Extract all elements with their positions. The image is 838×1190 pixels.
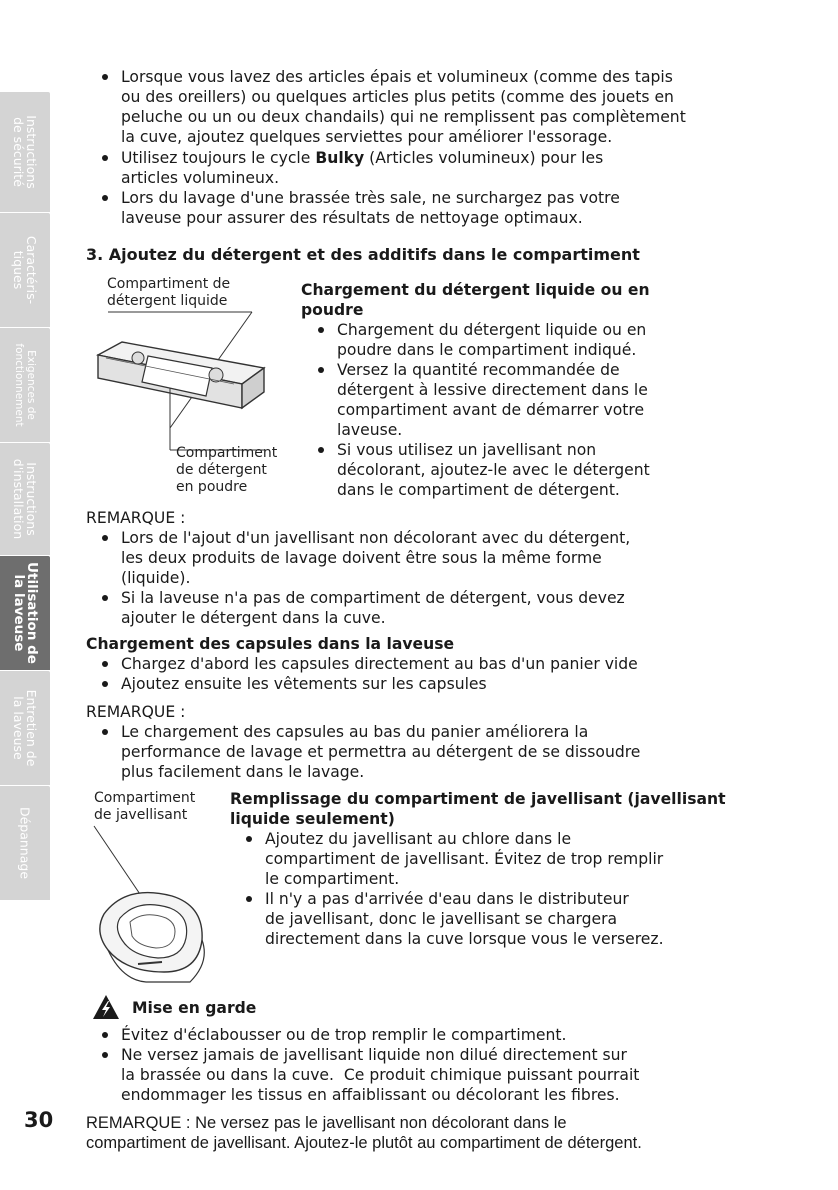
intro-bullet-bulky-cycle [121, 148, 603, 188]
side-tab-label: Caractéris- tiques [11, 235, 39, 305]
bullet-dot [102, 535, 108, 541]
remark-label: REMARQUE : [86, 509, 186, 527]
final-remark-text: Ne versez pas le javellisant non décolorant dans le compartiment de javellisant. Ajoutez-le plutôt au compartiment de détergent. [86, 1114, 642, 1152]
bullet-dot [102, 155, 108, 161]
side-tab-label: Utilisation de la laveuse [11, 562, 40, 664]
side-tab-label: Dépannage [17, 806, 33, 880]
bullet-dot [318, 327, 324, 333]
final-remark [86, 1113, 642, 1153]
bullet-dot [102, 195, 108, 201]
side-tab-label: Entretien de la laveuse [11, 689, 39, 767]
bullet-dot [102, 729, 108, 735]
side-tab-washer-care[interactable] [0, 671, 50, 787]
step3-heading: 3. Ajoutez du détergent et des additifs dans le compartiment [86, 245, 640, 264]
fig-caption-powder-detergent: Compartiment de détergent en poudre [176, 445, 278, 495]
bullet-dot [102, 1032, 108, 1038]
bullet-dot [102, 681, 108, 687]
side-tab-features[interactable] [0, 213, 50, 329]
bullet-dot [318, 447, 324, 453]
bleach-bullet-no-water: Il n'y a pas d'arrivée d'eau dans le distributeur de javellisant, donc le javellisant se chargera directement dans la cuve lorsque vous le verserez. [265, 890, 664, 948]
bullet-dot [102, 74, 108, 80]
side-tab-troubleshooting[interactable] [0, 786, 50, 902]
side-tab-safety[interactable] [0, 92, 50, 214]
step3-bullet-non-chlorine: Si vous utilisez un javellisant non décolorant, ajoutez-le avec le détergent dans le compartiment de détergent. [337, 441, 650, 499]
side-tab-label: Instructions de sécurité [11, 115, 39, 189]
fig-caption-bleach: Compartiment de javellisant [94, 790, 196, 823]
remark1-bullet-same-form: Lors de l'ajout d'un javellisant non décolorant avec du détergent, les deux produits de lavage doivent être sous la même forme (liquide). [121, 529, 631, 587]
remark1-bullet-no-compartment: Si la laveuse n'a pas de compartiment de détergent, vous devez ajouter le détergent dans la cuve. [121, 589, 625, 627]
intro-bullet-dirty-load: Lors du lavage d'une brassée très sale, ne surchargez pas votre laveuse pour assurer des résultats de nettoyage optimaux. [121, 189, 620, 227]
bulky-after: (Articles volumineux) pour les articles volumineux. [121, 149, 604, 187]
liquid-powder-subheading: Chargement du détergent liquide ou en poudre [301, 281, 650, 319]
step3-bullet-amount: Versez la quantité recommandée de détergent à lessive directement dans le compartiment avant de démarrer votre laveuse. [337, 361, 648, 439]
bulky-cycle-name: Bulky [315, 149, 365, 167]
remark-label: REMARQUE : [86, 703, 186, 721]
bullet-dot [102, 661, 108, 667]
side-tab-using-washer[interactable] [0, 556, 50, 672]
bleach-heading: Remplissage du compartiment de javellisant (javellisant liquide seulement) [230, 790, 726, 828]
side-tab-installation[interactable] [0, 443, 50, 557]
fig-caption-liquid-detergent: Compartiment de détergent liquide [107, 276, 231, 309]
side-tab-operating-requirements[interactable] [0, 328, 50, 444]
bullet-dot [246, 896, 252, 902]
side-tab-label: Instructions d'installation [11, 458, 39, 540]
intro-bullet-thick-items: Lorsque vous lavez des articles épais et volumineux (comme des tapis ou des oreillers) ou quelques articles plus petits (comme des jouets en peluche ou un ou deux chandails) qui ne remplissent pas complètement la cuve, ajoutez quelques serviettes pour améliorer l'essorage. [121, 68, 686, 146]
bleach-dispenser-illustration [86, 822, 226, 987]
capsules-heading: Chargement des capsules dans la laveuse [86, 635, 455, 653]
step3-bullet-load: Chargement du détergent liquide ou en poudre dans le compartiment indiqué. [337, 321, 647, 359]
bullet-dot [102, 595, 108, 601]
page-number: 30 [24, 1108, 54, 1132]
caution-title: Mise en garde [132, 999, 257, 1017]
capsules-bullet-then: Ajoutez ensuite les vêtements sur les capsules [121, 675, 487, 693]
remark2-bullet-capsules: Le chargement des capsules au bas du panier améliorera la performance de lavage et permettra au détergent de se dissoudre plus facilement dans le lavage. [121, 723, 641, 781]
capsules-bullet-first: Chargez d'abord les capsules directement au bas d'un panier vide [121, 655, 638, 673]
bulky-before: Utilisez toujours le cycle [121, 149, 316, 167]
bleach-bullet-add: Ajoutez du javellisant au chlore dans le compartiment de javellisant. Évitez de trop remplir le compartiment. [265, 830, 664, 888]
warning-icon [92, 994, 120, 1020]
bullet-dot [246, 836, 252, 842]
bullet-dot [318, 367, 324, 373]
bullet-dot [102, 1052, 108, 1058]
side-tab-label: Exigences de fonctionnement [13, 343, 37, 427]
caution-bullet-undiluted: Ne versez jamais de javellisant liquide non dilué directement sur la brassée ou dans la cuve. Ce produit chimique puissant pourrait endommager les tissus en affaiblissant ou décolorant les fibres. [121, 1046, 640, 1104]
caution-bullet-splash: Évitez d'éclabousser ou de trop remplir le compartiment. [121, 1026, 567, 1044]
final-remark-label: REMARQUE : [86, 1114, 191, 1132]
